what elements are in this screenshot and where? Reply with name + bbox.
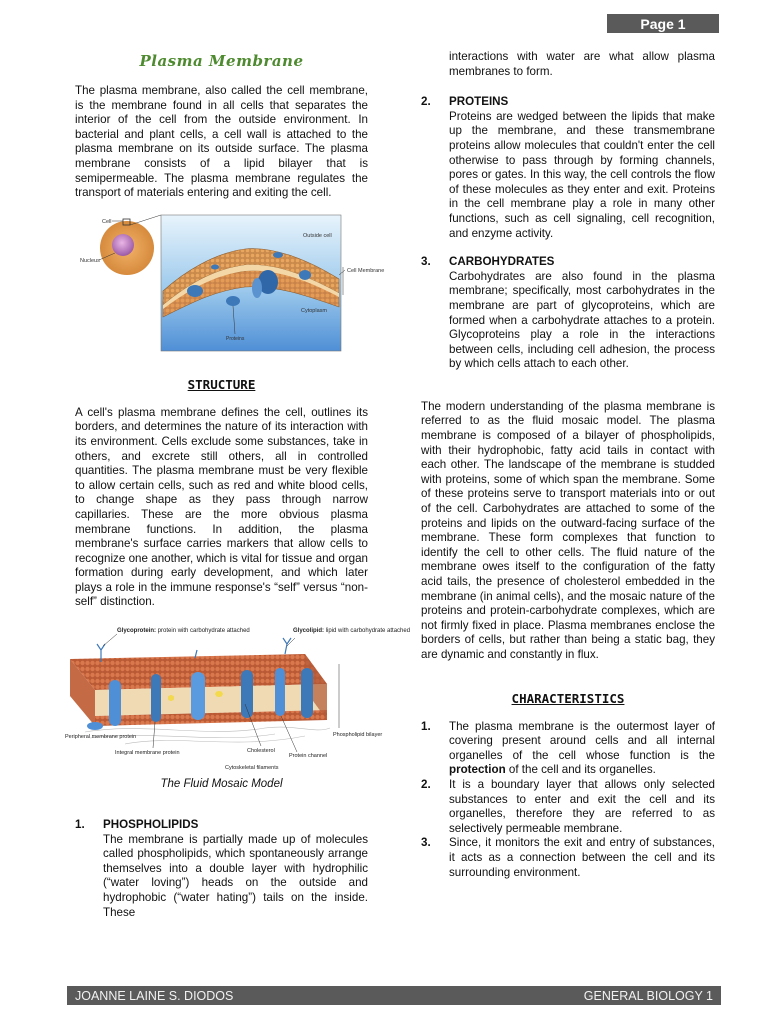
peripheral-protein-label: Peripheral membrane protein [65,734,137,741]
item-number: 1. [75,818,85,832]
cell-membrane-figure [75,213,385,353]
carbohydrates-text: Carbohydrates are also found in the plasma membrane; specifically, most carbohydrates in the membrane are part of glycoproteins, which are formed when a carbohydrate attaches to a protein. Glycoproteins play a role in the interactions between cells, including cell adhesion, the process by which cells attach to each other. [449,269,715,371]
fluid-mosaic-figure [65,624,411,774]
glycoprotein-label: Glycoprotein: protein with carbohydrate attached [117,628,250,635]
characteristic-item [421,720,715,778]
page-footer [67,986,721,1005]
proteins-text: Proteins are wedged between the lipids that make up the membrane, and these transmembrane proteins allow molecules that couldn't enter the cell otherwise to pass through by forming channels, pores or gates. In this way, the cell controls the flow of these molecules as they enter and exit. Proteins in the cell membrane play a role in many other functions, such as cell signaling, cell recognition, and enzyme activity. [449,109,715,240]
proteins-label: Proteins [226,335,245,342]
proteins-heading: PROTEINS [449,95,509,109]
characteristic-text: It is a boundary layer that allows only selected substances to enter and exit the cell and its organelles, therefore they are referred to as selectively permeable membrane. [449,777,715,835]
figure-caption: The Fluid Mosaic Model [160,778,283,791]
whole-cell-illustration [100,219,154,275]
item-number: 2. [421,95,431,109]
proteins-item [421,95,715,241]
outside-cell-label: Outside cell [303,232,332,239]
item-number: 3. [421,255,431,269]
cell-label: Cell [102,218,112,225]
document-title: Plasma Membrane [139,52,304,70]
cytoskeletal-label: Cytoskeletal filaments [225,765,279,772]
characteristic-text: The plasma membrane is the outermost layer of covering present around cells and all internal organelles of the cell whose function is the [449,719,715,762]
glycolipid-label: Glycolipid: lipid with carbohydrate attached [293,628,411,635]
cholesterol-label: Cholesterol [247,748,275,755]
structure-paragraph: A cell's plasma membrane defines the cell, outlines its borders, and determines the nature of its interaction with its environment. Cells exclude some substances, take in others, and excrete still others, all in controlled quantities. The plasma membrane must be very flexible to allow certain cells, such as red and white blood cells, to change shape as they pass through narrow capillaries. These are the more obvious plasma membrane functions. In addition, the plasma membrane's surface carries markers that allow cells to recognize one another, which is vital for tissue and organ formation during early development, and which later plays a role in the immune response's “self” versus “non-self” distinction. [75,405,368,609]
item-number: 3. [421,836,431,850]
characteristic-item [421,778,715,836]
continuation-text: interactions with water are what allow plasma membranes to form. [449,50,715,78]
item-number: 1. [421,719,431,733]
structure-heading: STRUCTURE [187,376,256,392]
characteristic-text: of the cell and its organelles. [505,763,656,777]
protein-channel-label: Protein channel [289,753,328,760]
protection-emphasis: protection [449,763,506,777]
phospholipid-bilayer-label: Phospholipid bilayer [333,732,383,739]
right-column [421,50,715,880]
characteristic-text: Since, it monitors the exit and entry of substances, it acts as a connection between the cell and its surrounding environment. [449,836,715,879]
left-column [65,50,411,920]
intro-paragraph: The plasma membrane, also called the cell membrane, is the membrane found in all cells that separates the interior of the cell from the outside environment. In bacterial and plant cells, a cell wall is attached to the plasma membrane on its outside surface. The plasma membrane consists of a lipid bilayer that is semipermeable. The plasma membrane regulates the transport of materials entering and exiting the cell. [75,84,368,200]
phospholipids-heading: PHOSPHOLIPIDS [103,818,199,832]
integral-protein-label: Integral membrane protein [115,750,180,757]
item-number: 2. [421,777,431,791]
cytoplasm-label: Cytoplasm [301,307,327,314]
nucleus-label: Nucleus [80,257,100,264]
phospholipids-text: The membrane is partially made up of molecules called phospholipids, which spontaneously arrange themselves into a double layer with hydrophilic (“water loving”) heads on the outside and hydrophobic (“water hating”) tails on the inside. These [103,832,368,919]
carbohydrates-heading: CARBOHYDRATES [449,255,555,269]
characteristic-item [421,836,715,880]
footer-author: JOANNE LAINE S. DIODOS [75,988,234,1003]
page-number-badge: Page 1 [607,14,719,33]
cell-membrane-label: Cell Membrane [347,267,385,274]
characteristics-heading: CHARACTERISTICS [511,690,625,706]
phospholipids-item [75,818,368,920]
fluid-mosaic-paragraph: The modern understanding of the plasma membrane is referred to as the fluid mosaic model. The plasma membrane is composed of a bilayer of phospholipids, with their hydrophobic, fatty acid tails in contact with each other. The landscape of the membrane is studded with proteins, some of which span the membrane. Some of these proteins serve to transport materials into or out of the cell. Carbohydrates are attached to some of the proteins and lipids on the outward-facing surface of the membrane. These form complexes that function to identify the cell to other cells. The fluid nature of the membrane owes itself to the configuration of the fatty acid tails, the presence of cholesterol embedded in the membrane (in animal cells), and the mosaic nature of the proteins and protein-carbohydrate complexes, which are not firmly fixed in place. Plasma membranes enclose the borders of cells, but rather than being a static bag, they are dynamic and constantly in flux. [421,399,715,661]
carbohydrates-item [421,255,715,372]
footer-course: GENERAL BIOLOGY 1 [583,988,713,1003]
